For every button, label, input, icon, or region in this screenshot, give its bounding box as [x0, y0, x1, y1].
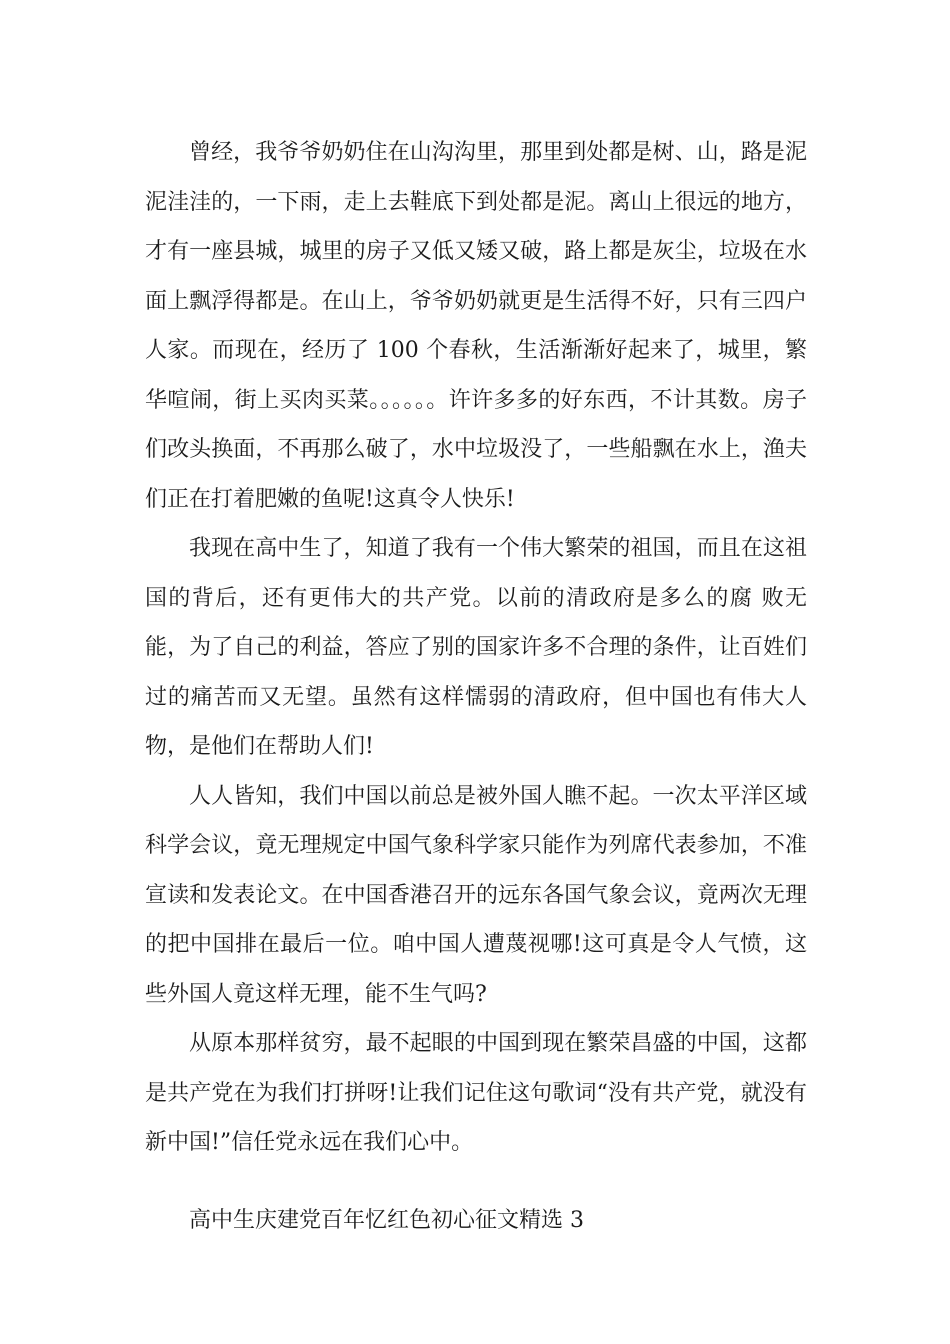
section-heading: 高中生庆建党百年忆红色初心征文精选 3 — [189, 1207, 584, 1233]
paragraph-grandparents: 曾经，我爷爷奶奶住在山沟沟里，那里到处都是树、山，路是泥泥洼洼的，一下雨，走上去鞋底下到处都是泥。离山上很远的地方，才有一座县城，城里的房子又低又矮又破，路上都是灰尘，垃圾在水面上飘浮得都是。在山上，爷爷奶奶就更是生活得不好，只有三四户人家。而现在，经历了 100 个春秋，生活渐渐好起来了，城里，繁华喧闹，街上买肉买菜。。。。。。许许多多的好东西，不计其数。房子们改头换面，不再那么破了，水中垃圾没了，一些船飘在水上，渔夫们正在打着肥嫩的鱼呢!这真令人快乐! — [145, 140, 807, 512]
document-body — [145, 128, 807, 1245]
paragraph-communist-party: 从原本那样贫穷，最不起眼的中国到现在繁荣昌盛的中国，这都是共产党在为我们打拼呀!让我们记住这句歌词“没有共产党，就没有新中国!”信任党永远在我们心中。 — [145, 1031, 807, 1155]
paragraph-foreign-contempt: 人人皆知，我们中国以前总是被外国人瞧不起。一次太平洋区域科学会议，竟无理规定中国气象科学家只能作为列席代表参加，不准宣读和发表论文。在中国香港召开的远东各国气象会议，竟两次无理的把中国排在最后一位。咱中国人遭蔑视哪!这可真是令人气愤，这些外国人竟这样无理，能不生气吗? — [145, 783, 807, 1007]
paragraph-great-motherland: 我现在高中生了，知道了我有一个伟大繁荣的祖国，而且在这祖国的背后，还有更伟大的共产党。以前的清政府是多么的腐 败无能，为了自己的利益，答应了别的国家许多不合理的条件，让百姓们过的痛苦而又无望。虽然有这样懦弱的清政府，但中国也有伟大人物，是他们在帮助人们! — [145, 536, 807, 759]
